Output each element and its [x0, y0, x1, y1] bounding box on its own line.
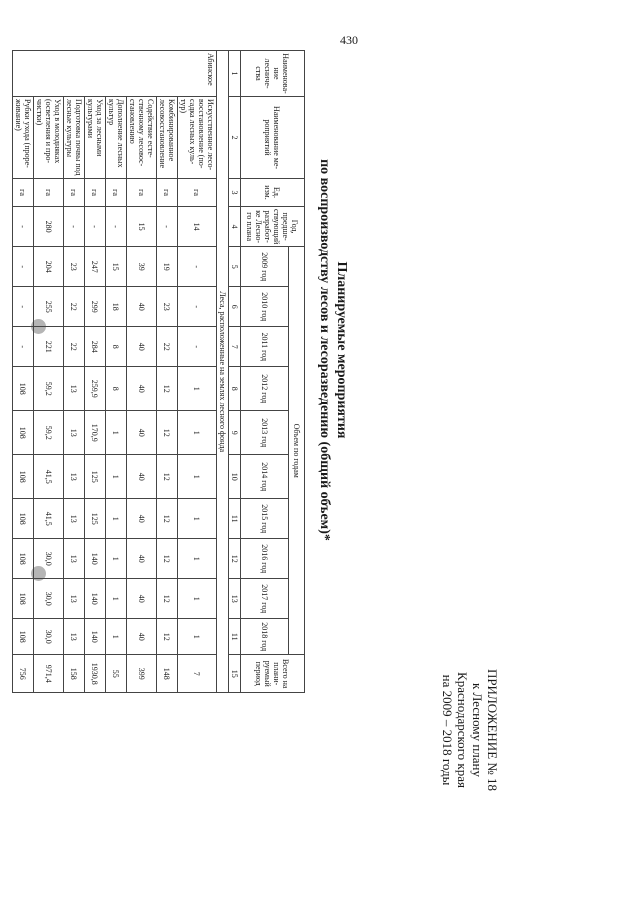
year-value-cell: 8 [106, 327, 127, 367]
year-value-cell: 108 [13, 539, 34, 579]
year-value-cell: 125 [85, 499, 106, 539]
header-forestry: Наименова-ние лесниче-ства [241, 51, 305, 97]
table-row [157, 51, 178, 693]
year-value-cell: 23 [157, 287, 178, 327]
column-index: 9 [229, 411, 241, 455]
year-value-cell: 140 [85, 539, 106, 579]
year-value-cell: 1 [106, 455, 127, 499]
year-value-cell: 1 [178, 539, 217, 579]
year-value-cell: 284 [85, 327, 106, 367]
title-line: Планируемые мероприятия [334, 261, 349, 439]
prev-year-cell: - [13, 207, 34, 247]
appendix-line: ПРИЛОЖЕНИЕ № 18 [485, 668, 500, 792]
year-value-cell: 13 [64, 411, 85, 455]
year-value-cell: 1 [106, 499, 127, 539]
prev-year-cell: 15 [127, 207, 157, 247]
header-year: 2015 год [241, 499, 289, 539]
header-year: 2009 год [241, 247, 289, 287]
column-index: 8 [229, 367, 241, 411]
year-value-cell: 13 [64, 619, 85, 655]
header-year: 2014 год [241, 455, 289, 499]
year-value-cell: 108 [13, 579, 34, 619]
total-cell: 55 [106, 655, 127, 693]
table-row [13, 51, 34, 693]
activity-name: Комбинированное лесовосстановление [157, 97, 178, 179]
prev-year-cell: - [106, 207, 127, 247]
total-cell: 756 [13, 655, 34, 693]
year-value-cell: 1 [178, 579, 217, 619]
year-value-cell: 12 [157, 579, 178, 619]
year-value-cell: 1 [106, 539, 127, 579]
table-row [106, 51, 127, 693]
year-value-cell: 1 [178, 499, 217, 539]
header-year: 2018 год [241, 619, 289, 655]
appendix-line: Краснодарского края [455, 672, 470, 788]
plan-table-body [13, 51, 229, 693]
subtitle-line: по воспроизводству лесов и лесоразведению (общий объем)* [317, 159, 332, 541]
year-value-cell: 204 [34, 247, 64, 287]
year-value-cell: - [178, 327, 217, 367]
year-value-cell: 41,5 [34, 499, 64, 539]
activity-name: Подготовка почвы под лесные культуры [64, 97, 85, 179]
year-value-cell: - [13, 327, 34, 367]
year-value-cell: 15 [106, 247, 127, 287]
unit-cell: га [178, 179, 217, 207]
year-value-cell: 1 [178, 619, 217, 655]
page-number: 430 [340, 33, 358, 47]
year-value-cell: 13 [64, 579, 85, 619]
activity-name: Уход за лесными культурами [85, 97, 106, 179]
header-unit: Ед. изм. [241, 179, 305, 207]
unit-cell: га [127, 179, 157, 207]
rotated-sheet [14, 50, 500, 830]
column-index: 5 [229, 247, 241, 287]
index-row [229, 51, 241, 693]
column-index: 1 [229, 51, 241, 97]
header-total: Всего на плани-руемый период [241, 655, 305, 693]
year-value-cell: 1 [106, 619, 127, 655]
column-index: 7 [229, 327, 241, 367]
year-value-cell: 30,0 [34, 619, 64, 655]
total-cell: 158 [64, 655, 85, 693]
section-row: Леса, расположенные на землях лесного фонда [217, 51, 229, 693]
appendix-block [440, 630, 500, 830]
plan-table-wrapper [12, 50, 305, 693]
year-value-cell: 13 [64, 499, 85, 539]
column-index: 12 [229, 539, 241, 579]
table-row [127, 51, 157, 693]
year-value-cell: 40 [127, 287, 157, 327]
activity-name: Содействие есте-ственному лесовос-становлению [127, 97, 157, 179]
year-value-cell: 255 [34, 287, 64, 327]
year-value-cell: 1 [178, 411, 217, 455]
year-value-cell: 22 [157, 327, 178, 367]
total-cell: 399 [127, 655, 157, 693]
header-year: 2012 год [241, 367, 289, 411]
year-value-cell: 40 [127, 327, 157, 367]
activity-name: Искусственное лесо-восстановление (по-садка лесных куль-тур) [178, 97, 217, 179]
header-year: 2016 год [241, 539, 289, 579]
table-row [85, 51, 106, 693]
year-value-cell: 40 [127, 579, 157, 619]
year-value-cell: 299 [85, 287, 106, 327]
header-year: 2011 год [241, 327, 289, 367]
year-value-cell: 1 [106, 579, 127, 619]
prev-year-cell: - [85, 207, 106, 247]
column-index: 4 [229, 207, 241, 247]
year-value-cell: 170,9 [85, 411, 106, 455]
year-value-cell: 18 [106, 287, 127, 327]
year-value-cell: 1 [178, 367, 217, 411]
forestry-name: Абинское [13, 51, 217, 97]
year-value-cell: 1 [106, 411, 127, 455]
year-value-cell: 13 [64, 455, 85, 499]
header-activity: Наименование ме-роприятий [241, 97, 305, 179]
table-row [34, 51, 64, 693]
year-value-cell: 39 [127, 247, 157, 287]
column-index: 11 [229, 499, 241, 539]
year-value-cell: 108 [13, 499, 34, 539]
activity-name: Дополнение лесных культур [106, 97, 127, 179]
activity-name: Рубки ухода (проре-живание) [13, 97, 34, 179]
column-index: 6 [229, 287, 241, 327]
column-index: 2 [229, 97, 241, 179]
year-value-cell: 12 [157, 411, 178, 455]
year-value-cell: 108 [13, 367, 34, 411]
unit-cell: га [157, 179, 178, 207]
year-value-cell: 40 [127, 499, 157, 539]
year-value-cell: - [178, 287, 217, 327]
year-value-cell: - [13, 247, 34, 287]
year-value-cell: 108 [13, 411, 34, 455]
year-value-cell: 221 [34, 327, 64, 367]
year-value-cell: 13 [64, 367, 85, 411]
year-value-cell: 12 [157, 539, 178, 579]
column-index: 11 [229, 619, 241, 655]
header-year: 2017 год [241, 579, 289, 619]
column-index: 3 [229, 179, 241, 207]
unit-cell: га [34, 179, 64, 207]
year-value-cell: 40 [127, 619, 157, 655]
unit-cell: га [64, 179, 85, 207]
total-cell: 148 [157, 655, 178, 693]
document-title [316, 50, 350, 650]
year-value-cell: 41,5 [34, 455, 64, 499]
prev-year-cell: - [64, 207, 85, 247]
year-value-cell: 140 [85, 579, 106, 619]
year-value-cell: 59,2 [34, 367, 64, 411]
appendix-line: к Лесному плану [470, 682, 485, 777]
year-value-cell: 13 [64, 539, 85, 579]
year-value-cell: 40 [127, 411, 157, 455]
year-value-cell: 22 [64, 287, 85, 327]
activity-name: Уход в молодняках (осветления и про-чистки) [34, 97, 64, 179]
year-value-cell: 30,0 [34, 579, 64, 619]
total-cell: 971,4 [34, 655, 64, 693]
year-value-cell: - [13, 287, 34, 327]
column-index: 10 [229, 455, 241, 499]
year-value-cell: 140 [85, 619, 106, 655]
year-value-cell: 40 [127, 367, 157, 411]
year-value-cell: 1 [178, 455, 217, 499]
total-cell: 1930,8 [85, 655, 106, 693]
column-index: 13 [229, 579, 241, 619]
prev-year-cell: 14 [178, 207, 217, 247]
year-value-cell: 40 [127, 539, 157, 579]
prev-year-cell: 280 [34, 207, 64, 247]
year-value-cell: 259,9 [85, 367, 106, 411]
year-value-cell: 108 [13, 619, 34, 655]
year-value-cell: - [178, 247, 217, 287]
year-value-cell: 12 [157, 455, 178, 499]
year-value-cell: 30,0 [34, 539, 64, 579]
year-value-cell: 22 [64, 327, 85, 367]
year-value-cell: 23 [64, 247, 85, 287]
column-index: 15 [229, 655, 241, 693]
total-cell: 7 [178, 655, 217, 693]
prev-year-cell: - [157, 207, 178, 247]
year-value-cell: 8 [106, 367, 127, 411]
header-volume-group: Объем по годам [289, 247, 305, 655]
year-value-cell: 19 [157, 247, 178, 287]
header-year: 2010 год [241, 287, 289, 327]
year-value-cell: 12 [157, 367, 178, 411]
appendix-line: на 2009 – 2018 годы [440, 674, 455, 786]
plan-table [12, 50, 305, 693]
header-prev-year: Год, предше-ствующий разработ-ке Лесно-го плана [241, 207, 305, 247]
header-year: 2013 год [241, 411, 289, 455]
table-row [64, 51, 85, 693]
year-value-cell: 40 [127, 455, 157, 499]
year-value-cell: 12 [157, 619, 178, 655]
year-value-cell: 12 [157, 499, 178, 539]
year-value-cell: 59,2 [34, 411, 64, 455]
unit-cell: га [106, 179, 127, 207]
year-value-cell: 247 [85, 247, 106, 287]
year-value-cell: 108 [13, 455, 34, 499]
year-value-cell: 125 [85, 455, 106, 499]
unit-cell: га [13, 179, 34, 207]
unit-cell: га [85, 179, 106, 207]
table-row [178, 51, 217, 693]
